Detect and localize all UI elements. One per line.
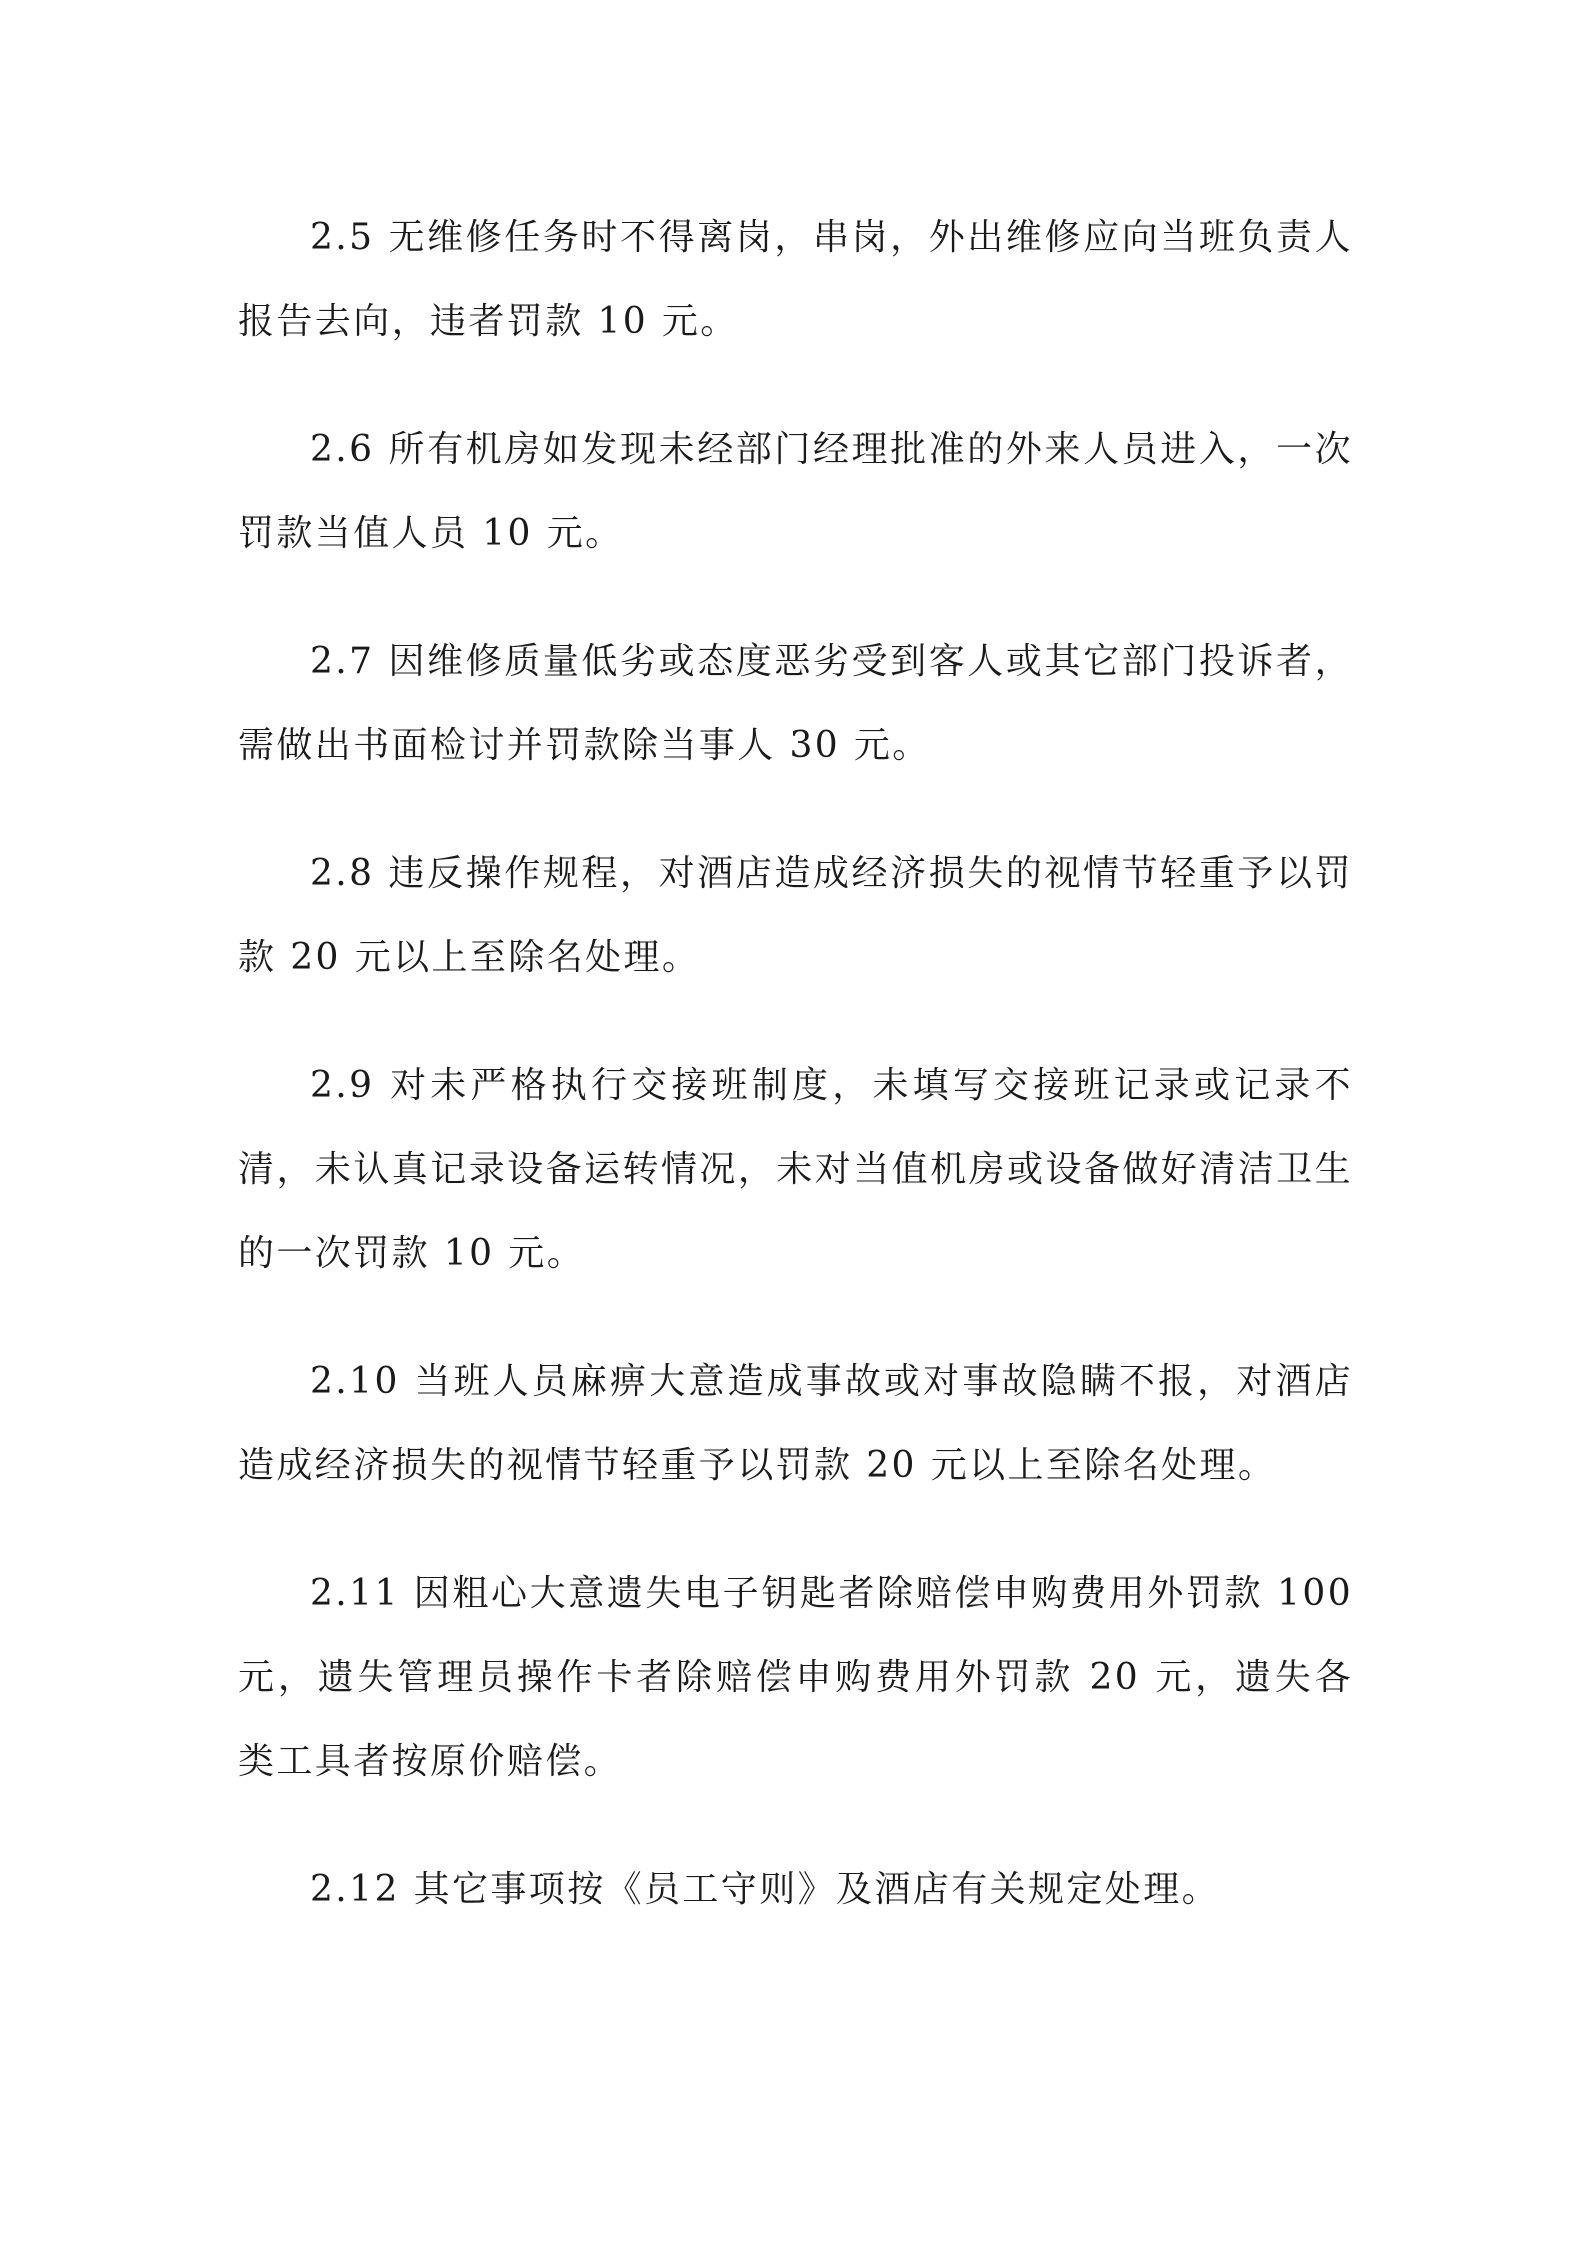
clause-2-7: 2.7 因维修质量低劣或态度恶劣受到客人或其它部门投诉者，需做出书面检讨并罚款除当事人 30 元。 <box>238 641 1353 766</box>
clause-2-8: 2.8 违反操作规程，对酒店造成经济损失的视情节轻重予以罚款 20 元以上至除名处理。 <box>238 853 1353 978</box>
document-body <box>238 196 1353 1976</box>
clause-2-12: 2.12 其它事项按《员工守则》及酒店有关规定处理。 <box>310 1869 1220 1910</box>
clause-2-11: 2.11 因粗心大意遗失电子钥匙者除赔偿申购费用外罚款 100 元，遗失管理员操作卡者除赔偿申购费用外罚款 20 元，遗失各类工具者按原价赔偿。 <box>238 1573 1353 1782</box>
clause-2-6: 2.6 所有机房如发现未经部门经理批准的外来人员进入，一次罚款当值人员 10 元。 <box>238 429 1353 554</box>
clause-2-5: 2.5 无维修任务时不得离岗，串岗，外出维修应向当班负责人报告去向，违者罚款 10 元。 <box>238 217 1353 342</box>
clause-2-9: 2.9 对未严格执行交接班制度，未填写交接班记录或记录不清，未认真记录设备运转情况，未对当值机房或设备做好清洁卫生的一次罚款 10 元。 <box>238 1065 1353 1274</box>
clause-2-10: 2.10 当班人员麻痹大意造成事故或对事故隐瞒不报，对酒店造成经济损失的视情节轻重予以罚款 20 元以上至除名处理。 <box>238 1361 1353 1486</box>
